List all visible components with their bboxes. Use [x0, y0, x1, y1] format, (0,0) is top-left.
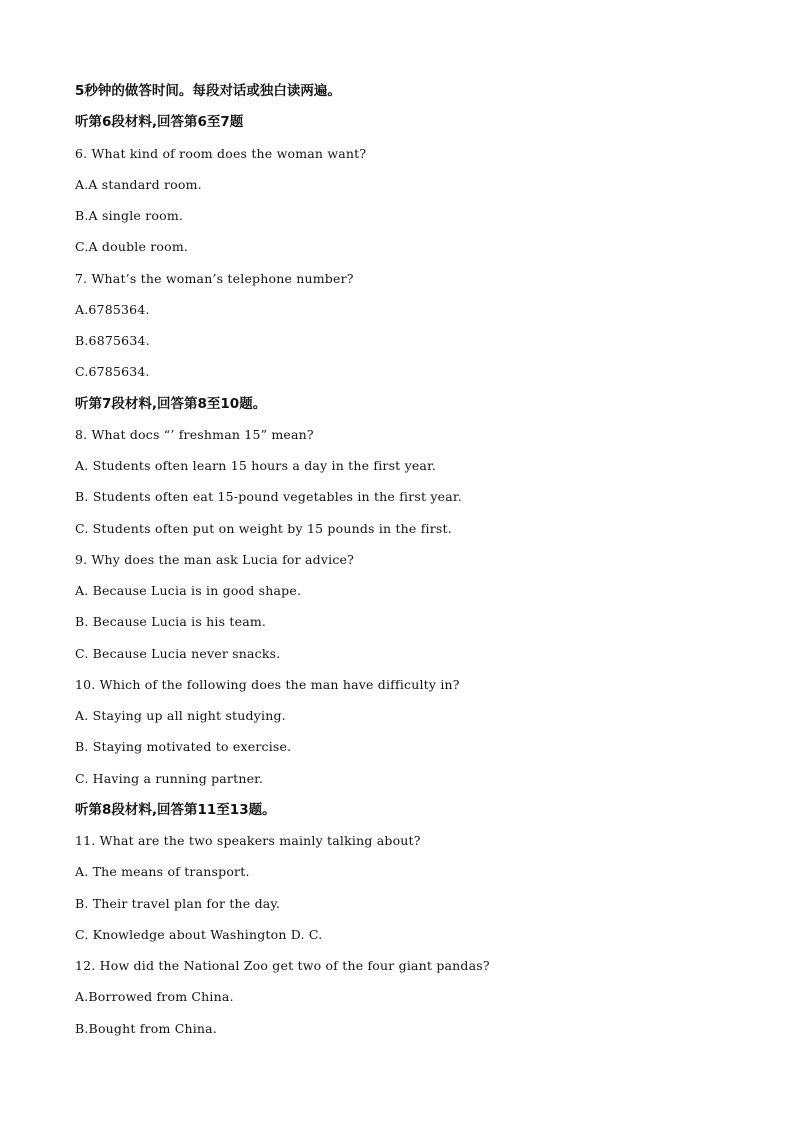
- section-heading: 听第8段材料,回答第11至13题。: [75, 801, 276, 818]
- option-7c: C.6785634.: [75, 364, 150, 380]
- option-12b: B.Bought from China.: [75, 1020, 218, 1036]
- question-9: 9. Why does the man ask Lucia for advice?: [75, 551, 355, 567]
- question-11: 11. What are the two speakers mainly talking about?: [75, 833, 421, 848]
- option-7b: B.6875634.: [75, 333, 150, 348]
- option-8a: A. Students often learn 15 hours a day in the first year.: [75, 458, 437, 473]
- option-7a: A.6785364.: [75, 301, 150, 317]
- option-6b: B.A single room.: [75, 208, 184, 223]
- option-6c: C.A double room.: [75, 239, 189, 255]
- option-12a: A.Borrowed from China.: [75, 989, 234, 1005]
- option-6a: A.A standard room.: [75, 176, 202, 192]
- section-heading: 听第6段材料,回答第6至7题: [75, 114, 244, 131]
- option-9b: B. Because Lucia is his team.: [75, 614, 267, 630]
- question-8: 8. What docs “’ freshman 15” mean?: [75, 426, 314, 442]
- option-9a: A. Because Lucia is in good shape.: [75, 583, 302, 598]
- section-heading: 听第7段材料,回答第8至10题。: [75, 395, 267, 412]
- option-10b: B. Staying motivated to exercise.: [75, 739, 292, 755]
- question-10: 10. Which of the following does the man have difficulty in?: [75, 676, 460, 692]
- option-11b: B. Their travel plan for the day.: [75, 895, 281, 911]
- option-11c: C. Knowledge about Washington D. C.: [75, 926, 323, 942]
- question-6: 6. What kind of room does the woman want?: [75, 145, 367, 161]
- option-8c: C. Students often put on weight by 15 pounds in the first.: [75, 520, 452, 536]
- instruction-text: 5秒钟的做答时间。每段对话或独白读两遍。: [75, 83, 341, 99]
- option-10c: C. Having a running partner.: [75, 770, 264, 786]
- option-9c: C. Because Lucia never snacks.: [75, 645, 281, 661]
- option-8b: B. Students often eat 15-pound vegetables in the first year.: [75, 489, 462, 505]
- question-7: 7. What’s the woman’s telephone number?: [75, 270, 354, 286]
- option-11a: A. The means of transport.: [75, 864, 250, 880]
- question-12: 12. How did the National Zoo get two of the four giant pandas?: [75, 958, 490, 973]
- document-page: [75, 81, 755, 1050]
- option-10a: A. Staying up all night studying.: [75, 708, 286, 723]
